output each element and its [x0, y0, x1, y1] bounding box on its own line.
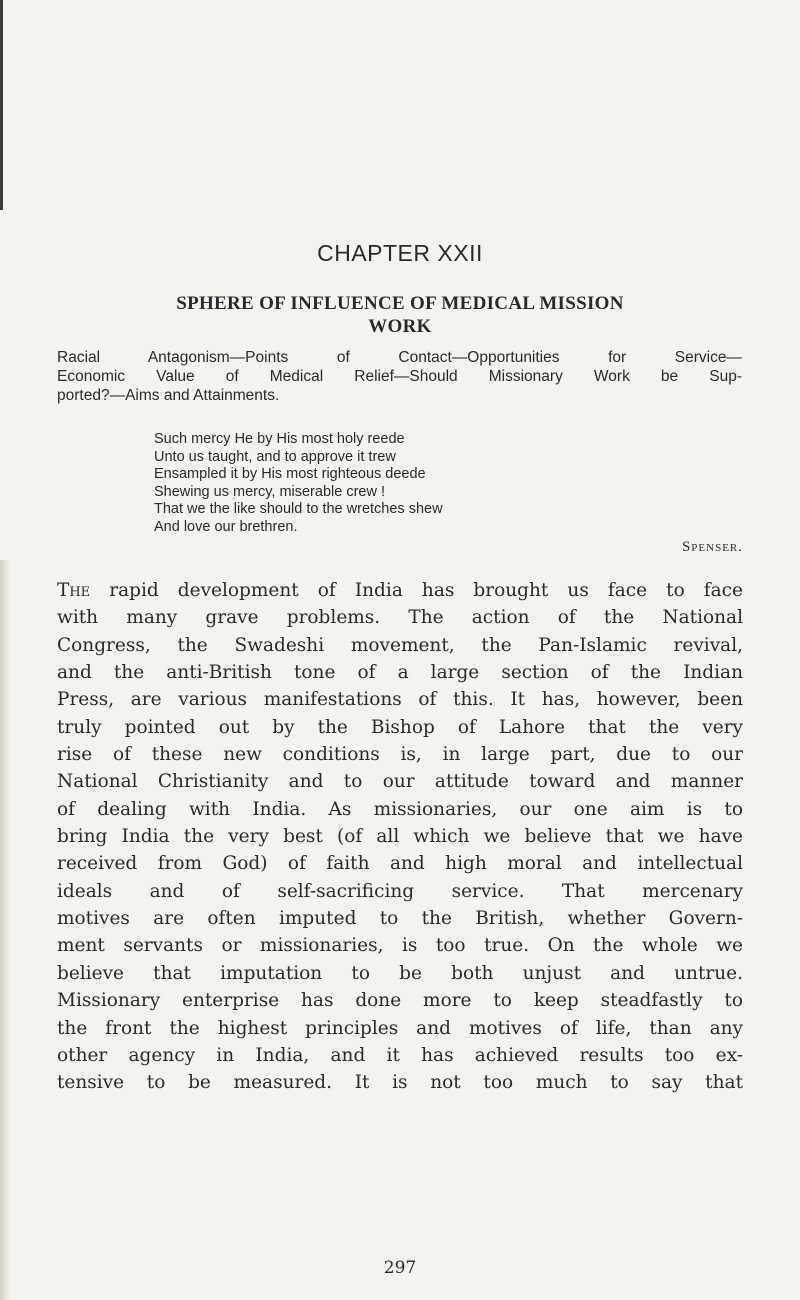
summary-line: Racial Antagonism—Points of Contact—Opportunities for Service—	[57, 349, 742, 366]
summary-line: ported?—Aims and Attainments.	[57, 387, 280, 404]
body-line: tensive to be measured. It is not too much to say that	[57, 1072, 743, 1094]
body-line: motives are often imputed to the British, whether Govern-	[57, 908, 743, 930]
body-line: ment servants or missionaries, is too true. On the whole we	[57, 935, 743, 957]
epigraph-line: Unto us taught, and to approve it trew	[154, 448, 396, 465]
page-edge-mark	[0, 0, 3, 210]
epigraph-line: Ensampled it by His most righteous deede	[154, 466, 426, 482]
body-line: other agency in India, and it has achieved results too ex-	[57, 1044, 743, 1066]
body-line: National Christianity and to our attitude toward and manner	[57, 771, 743, 793]
body-line: of dealing with India. As missionaries, our one aim is to	[57, 798, 743, 820]
chapter-title-line-2: WORK	[368, 316, 432, 337]
body-line: and the anti-British tone of a large section of the Indian	[57, 662, 743, 684]
body-line: ideals and of self-sacrificing service. That mercenary	[57, 880, 743, 902]
chapter-title-line-1: SPHERE OF INFLUENCE OF MEDICAL MISSION	[176, 293, 624, 314]
body-line: bring India the very best (of all which we believe that we have	[57, 826, 743, 848]
body-line: Press, are various manifestations of this. It has, however, been	[57, 689, 743, 711]
body-line: Congress, the Swadeshi movement, the Pan-Islamic revival,	[57, 634, 743, 656]
epigraph-line: And love our brethren.	[154, 518, 298, 535]
body-line: truly pointed out by the Bishop of Lahore that the very	[57, 716, 743, 738]
body-line: with many grave problems. The action of the National	[57, 607, 743, 629]
page-number: 297	[383, 1258, 417, 1278]
body-paragraph	[57, 577, 743, 1097]
body-line: received from God) of faith and high moral and intellectual	[57, 853, 743, 875]
epigraph-line: Such mercy He by His most holy reede	[154, 431, 405, 447]
body-line-first	[57, 577, 743, 604]
page-gutter-shadow	[0, 560, 10, 1300]
chapter-heading: CHAPTER XXII	[317, 240, 483, 266]
epigraph-line: That we the like should to the wretches shew	[154, 501, 443, 517]
chapter-title	[120, 292, 680, 338]
epigraph-line: Shewing us mercy, miserable crew !	[154, 483, 386, 500]
body-line: rise of these new conditions is, in large part, due to our	[57, 744, 743, 766]
chapter-summary	[57, 348, 742, 405]
epigraph	[154, 431, 744, 536]
epigraph-author: Spenser.	[681, 539, 743, 555]
body-line: Missionary enterprise has done more to keep steadfastly to	[57, 990, 743, 1012]
body-line: the front the highest principles and motives of life, than any	[57, 1017, 743, 1039]
drop-word: The	[57, 580, 91, 601]
first-line-text: rapid development of India has brought us face to face	[90, 580, 743, 601]
summary-line: Economic Value of Medical Relief—Should Missionary Work be Sup-	[57, 368, 742, 385]
body-line: believe that imputation to be both unjust and untrue.	[57, 962, 743, 984]
